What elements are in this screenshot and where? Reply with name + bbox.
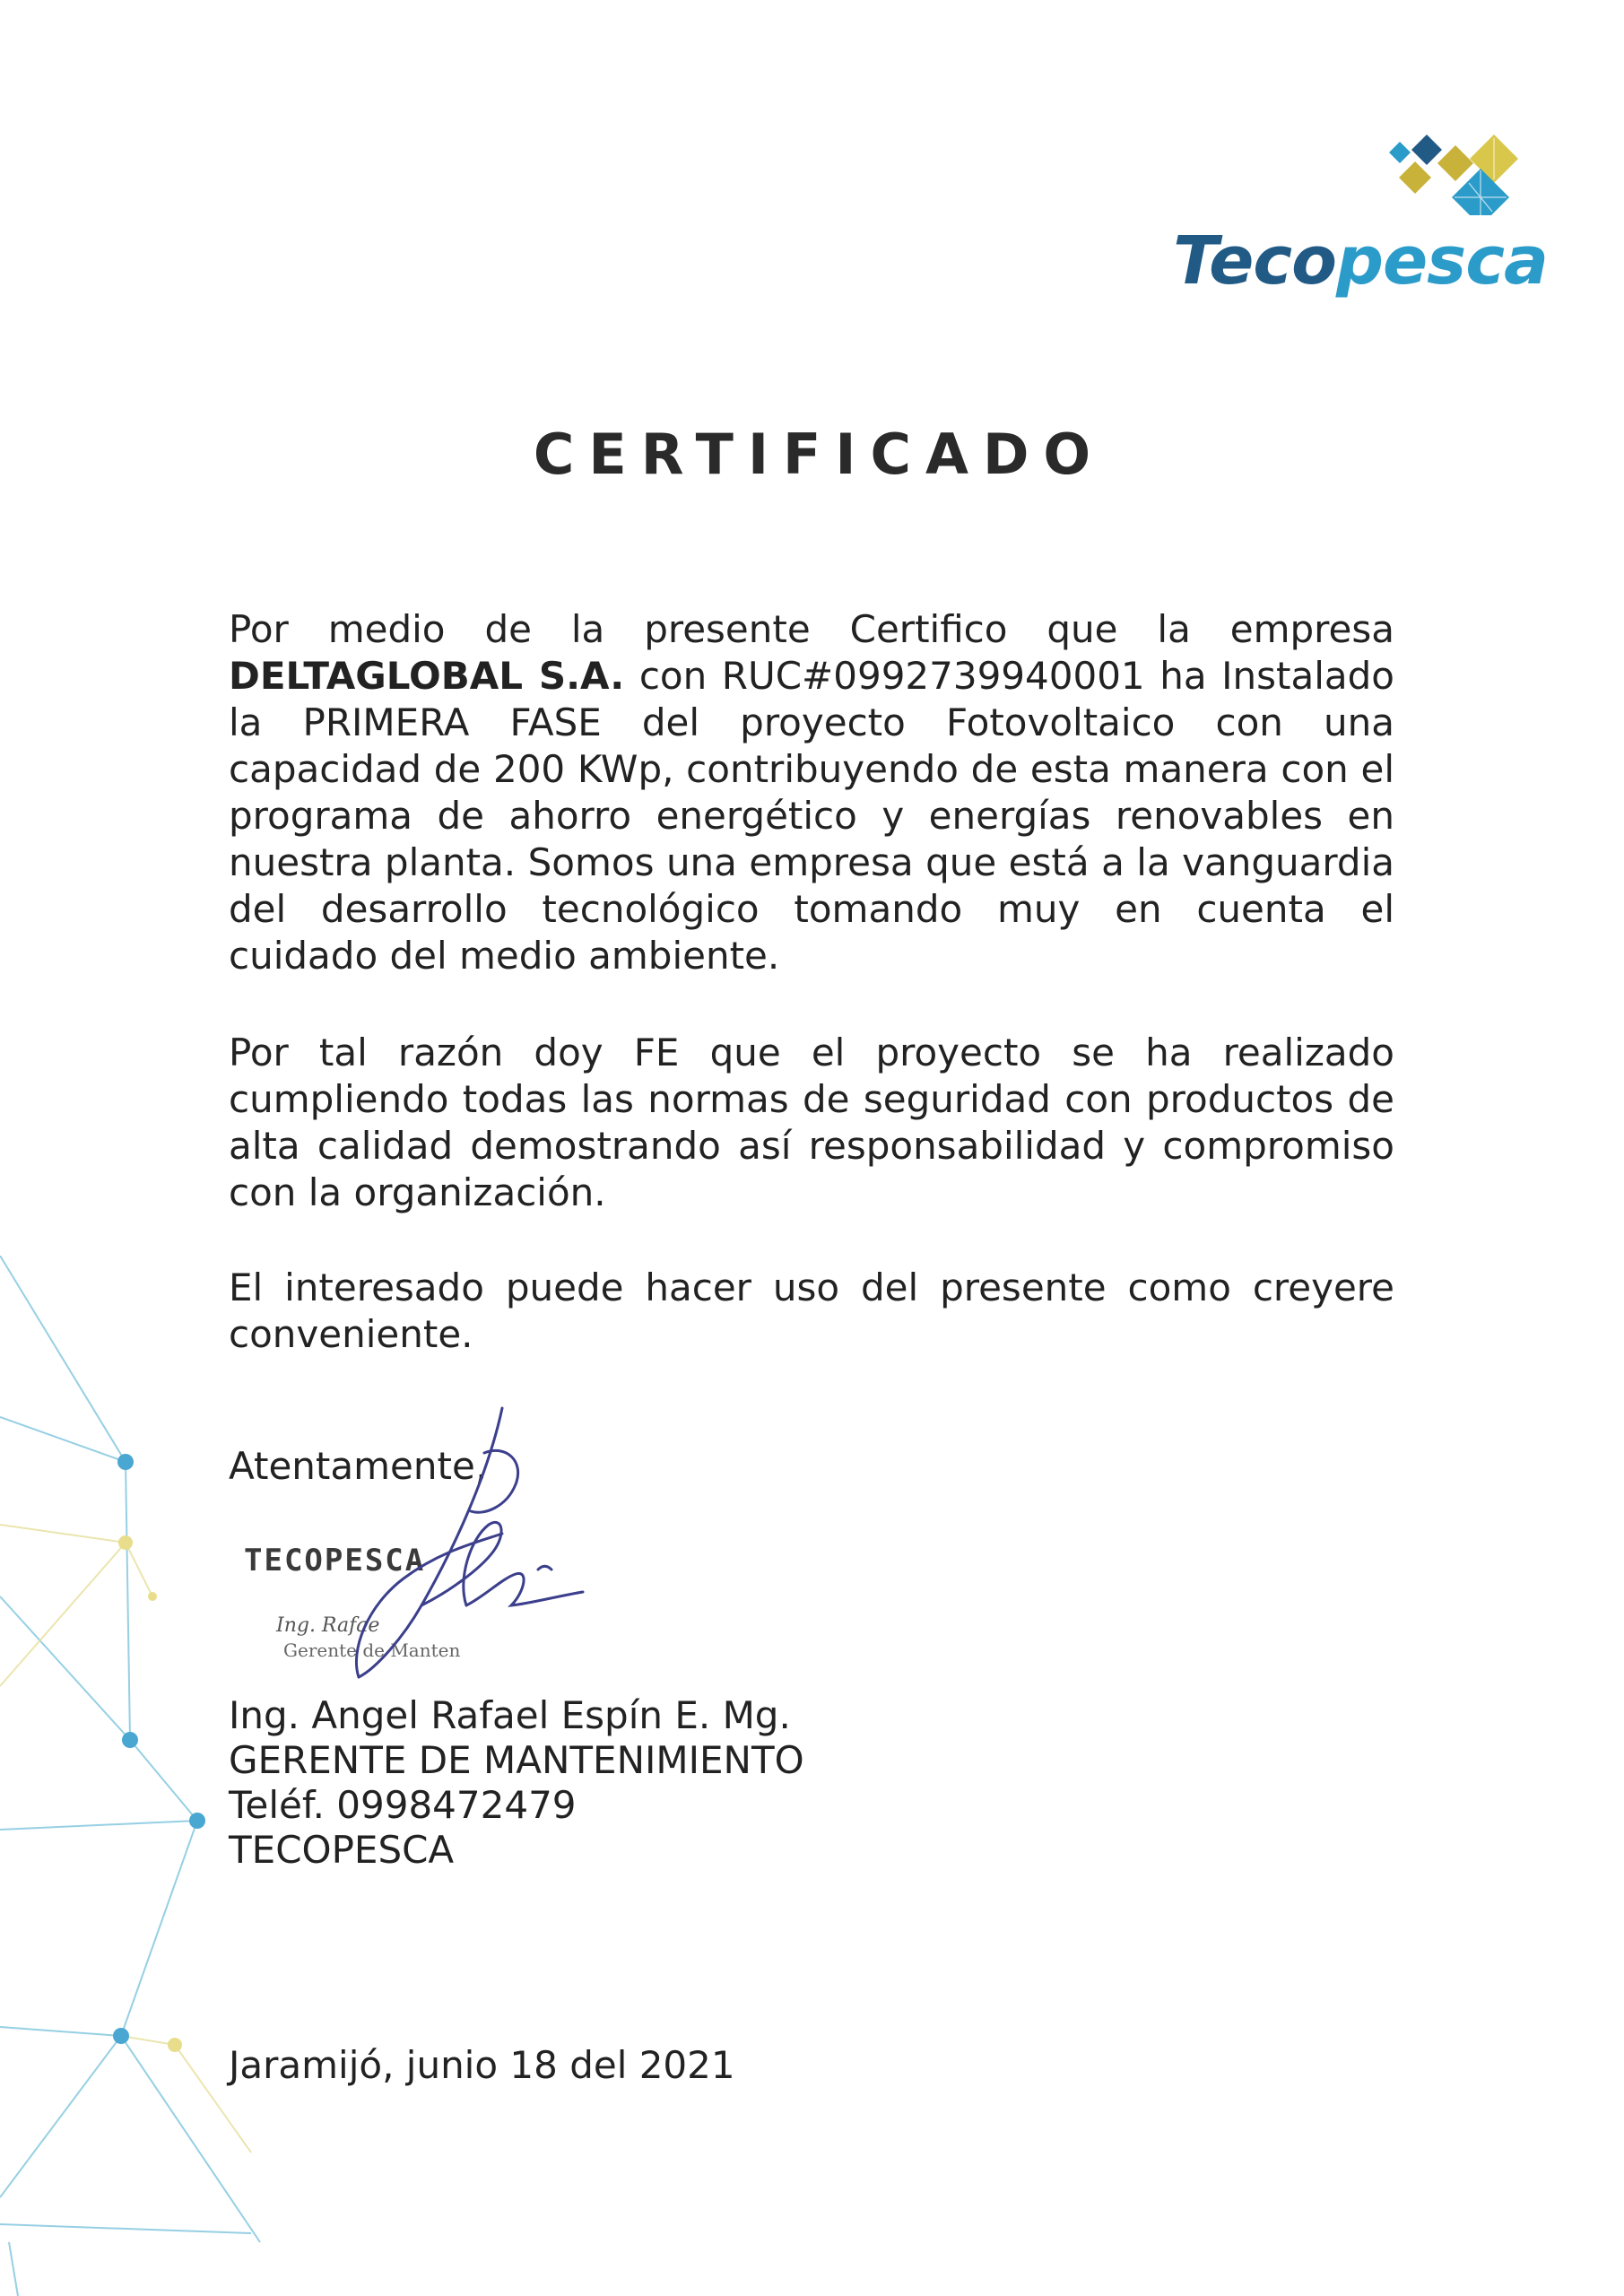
logo-wordmark <box>1173 222 1548 300</box>
signatory-block <box>229 1693 804 1873</box>
document-title: CERTIFICADO <box>533 422 1106 487</box>
company-name: DELTAGLOBAL S.A. <box>229 654 625 698</box>
paragraph-1-rest: con RUC#0992739940001 ha Instalado la PRIMERA FASE del proyecto Fotovoltaico con una capacidad de 200 KWp, contribuyendo de esta manera con el programa de ahorro energético y energías renovables en nuestra planta. Somos una empresa que está a la vanguardia del desarrollo tecnológico tomando muy en cuenta el cuidado del medio ambiente. <box>229 654 1394 978</box>
paragraph-usage: El interesado puede hacer uso del presente como creyere conveniente. <box>229 1265 1394 1356</box>
signatory-company: TECOPESCA <box>229 1828 455 1872</box>
stamp-line-title: Gerente de Manten <box>283 1639 461 1661</box>
paragraph-attestation: Por tal razón doy FE que el proyecto se ha realizado cumpliendo todas las normas de seguridad con productos de alta calidad demostrando así responsabilidad y compromiso con la organización. <box>229 1031 1394 1214</box>
stamp-company-name: TECOPESCA <box>244 1543 426 1578</box>
document-date: Jaramijó, junio 18 del 2021 <box>229 2043 735 2087</box>
signatory-position: GERENTE DE MANTENIMIENTO <box>229 1738 804 1782</box>
paragraph-1-intro: Por medio de la presente Certifico que la empresa <box>229 607 1394 651</box>
logo-diamond-mark <box>1207 126 1548 215</box>
logo-wordmark-part2: pesca <box>1335 222 1548 300</box>
stamp-line-name: Ing. Rafae <box>276 1614 380 1637</box>
handwritten-signature <box>323 1399 592 1695</box>
tecopesca-logo <box>1173 126 1548 305</box>
logo-wordmark-part1: Teco <box>1173 222 1336 300</box>
closing-salutation: Atentamente, <box>229 1444 488 1488</box>
paragraph-certification <box>229 606 1394 979</box>
signatory-phone: Teléf. 0998472479 <box>229 1783 577 1827</box>
signatory-name: Ing. Angel Rafael Espín E. Mg. <box>229 1693 791 1737</box>
